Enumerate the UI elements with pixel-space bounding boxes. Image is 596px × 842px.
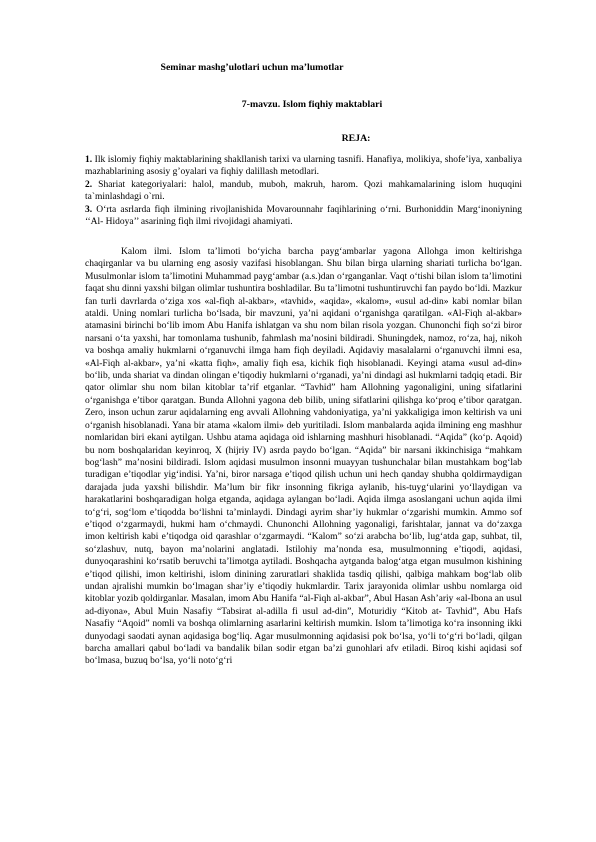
document-header: Seminar mashg’ulotlari uchun ma’lumotlar <box>160 62 344 73</box>
plan-item <box>85 154 522 179</box>
plan-item-text: Ilk islomiy fiqhiy maktablarining shakllanish tarixi va ularning tasnifi. Hanafiya, molikiya, shofe’iya, xanbaliya mazhablarining asosiy g’oyalari va fiqhiy dalillash metodlari. <box>85 155 522 178</box>
body-text <box>85 246 522 668</box>
plan-item-text: Shariat kategoriyalari: halol, mandub, muboh, makruh, harom. Qozi mahkamalarining islom huquqini ta`minlashdagi o`rni. <box>85 179 522 203</box>
body-paragraph: Kalom ilmi. Islom ta’limoti bo‘yicha barcha payg‘ambarlar yagona Allohga imon keltirishga chaqirganlar va bu ularning eng asosiy vazifasi hisoblangan. Shu bilan birga ularning shariati turlicha bo‘lgan. Musulmonlar islom ta’limotini Muhammad payg‘ambar (a.s.)dan o‘rganganlar. Vaqt o‘tishi bilan islom ta’limotini faqat shu dinni yaxshi bilgan olimlar tushuntira boshladilar. Bu ta’limotni tushuntiruvchi fan paydo bo‘ldi. Mazkur fan turli davrlarda o‘ziga xos «al-fiqh al-akbar», «tavhid», «aqida», «kalom», «usul ad-din» kabi nomlar bilan ataldi. Uning nomlari turlicha bo‘lsada, bir mavzuni, ya’ni aqidani o‘rganishga qaratilgan. «Al-Fiqh al-akbar» atamasini birinchi bo‘lib imom Abu Hanifa ishlatgan va shu nom bilan risola yozgan. Chunonchi fiqh so‘zi biror narsani o‘ta yaxshi, har tomonlama tushunib, fahmlash ma’nosini bildiradi. Shuningdek, namoz, ro‘za, haj, nikoh va boshqa amaliy hukmlarni o‘rganuvchi ilmga ham fiqh deyiladi. Aqidaviy masalalarni o‘rganuvchi ilmni esa, «Al-Fiqh al-akbar», ya’ni «katta fiqh», amaliy fiqh esa, kichik fiqh hisoblanadi. Keyingi atama «usul ad-din» bo‘lib, unda shariat va dindan olingan e’tiqodiy hukmlarni o‘rganadi, ya’ni dindagi asl hukmlarni tadqiq etadi. Bir qator olimlar shu nom bilan kitoblar ta’rif etganlar. “Tavhid” ham Allohning yagonaligini, uning sifatlarini o‘rganishga e’tibor qaratgan. Bunda Allohni yagona deb bilib, uning sifatlarini qilishga ko‘proq e’tibor qaratgan. Zero, inson uchun zarur aqidalarning eng avvali Allohning vahdoniyatiga, ya’ni yakkaligiga imon keltirish va uni o‘rganish hisoblanadi. Yana bir atama «kalom ilmi» deb yuritiladi. Islom manbalarda aqida ilmining eng mashhur nomlaridan biri ekani aytilgan. Ushbu atama aqidaga oid ishlarning mashhuri hisoblanadi. “Aqida” (ko‘p. Aqoid) bu nom boshqalaridan keyinroq, X (hijriy IV) asrda paydo bo‘lgan. “Aqida” bir narsani ikkinchisiga “mahkam bog‘lash” ma’nosini bildiradi. Islom aqidasi musulmon insonni muayyan tushunchalar bilan mustahkam bog‘lab turadigan e’tiqodlar yig‘indisi. Ya’ni, biror narsaga e’tiqod qilish uchun uni hech qanday shubha qoldirmaydigan darajada juda yaxshi bilishdir. Ma’lum bir fikr insonning fikriga aylanib, his-tuyg‘ularini yo‘llaydigan va harakatlarini boshqaradigan holga etganda, aqidaga aylangan bo‘ladi. Aqida ilmga asoslangani uchun aqida ilmi to‘g‘ri, sog‘lom e’tiqodda bo‘lishni ta’minlaydi. Dindagi ayrim shar’iy hukmlar o‘zgarishi mumkin. Ammo sof e’tiqod o‘zgarmaydi, hukmi ham o‘chmaydi. Chunonchi Allohning yagonaligi, farishtalar, jannat va do‘zaxga imon keltirish kabi e’tiqodga oid qarashlar o‘zgarmaydi. “Kalom” so‘zi arabcha bo‘lib, lug‘atda gap, suhbat, til, so‘zlashuv, nutq, bayon ma’nolarini anglatadi. Istilohiy ma’nonda esa, musulmonning e’tiqodi, aqidasi, dunyoqarashini ko‘rsatib beruvchi ta’limotga aytiladi. Boshqacha aytganda balog‘atga etgan musulmon kishining e’tiqod qilishi, imon keltirishi, islom dinining zaruratlari shaklida tasdiq qilishi, qalbiga mahkam bog‘lab olib undan ajralishi mumkin bo‘lmagan shar’iy e’tiqodiy hukmlardir. Tarix jarayonida olimlar ushbu nomlarga oid kitoblar yozib qoldirganlar. Masalan, imom Abu Hanifa “al-Fiqh al-akbar”, Abul Hasan Ash’ariy «al-Ibona an usul ad-diyona», Abul Muin Nasafiy “Tabsirat al-adilla fi usul ad-din”, Moturidiy “Kitob at- Tavhid”, Abu Hafs Nasafiy “Aqoid” nomli va boshqa olimlarning asarlarini keltirish mumkin. Islom ta’limotiga ko‘ra insonning ikki dunyodagi saodati aynan aqidasiga bog‘liq. Agar musulmonning aqidasisi pok bo‘lsa, yo‘li to‘g‘ri bo‘ladi, qilgan barcha amallari qabul bo‘ladi va bandalik bilan sodir etgan ba’zi gunohlari afv etiladi. Biroq kishi aqidasi sof bo‘lmasa, buzuq bo‘lsa, yo‘li noto‘g‘ri <box>85 247 522 667</box>
plan-heading: REJA: <box>341 133 371 144</box>
plan-item-number: 1. <box>85 155 93 165</box>
plan-item <box>85 179 522 204</box>
plan-item-number: 3. <box>85 204 93 215</box>
topic-title: 7-mavzu. Islom fiqhiy maktablari <box>241 99 383 110</box>
plan-list <box>85 154 522 228</box>
plan-item-text: O‘rta asrlarda fiqh ilmining rivojlanishida Movarounnahr faqihlarining o‘rni. Burhoniddin Marg‘inoniyning ‘‘Al- Hidoya’’ asarining fiqh ilmi rivojidagi ahamiyati. <box>85 204 522 228</box>
plan-item-number: 2. <box>85 179 93 190</box>
plan-item <box>85 204 522 229</box>
